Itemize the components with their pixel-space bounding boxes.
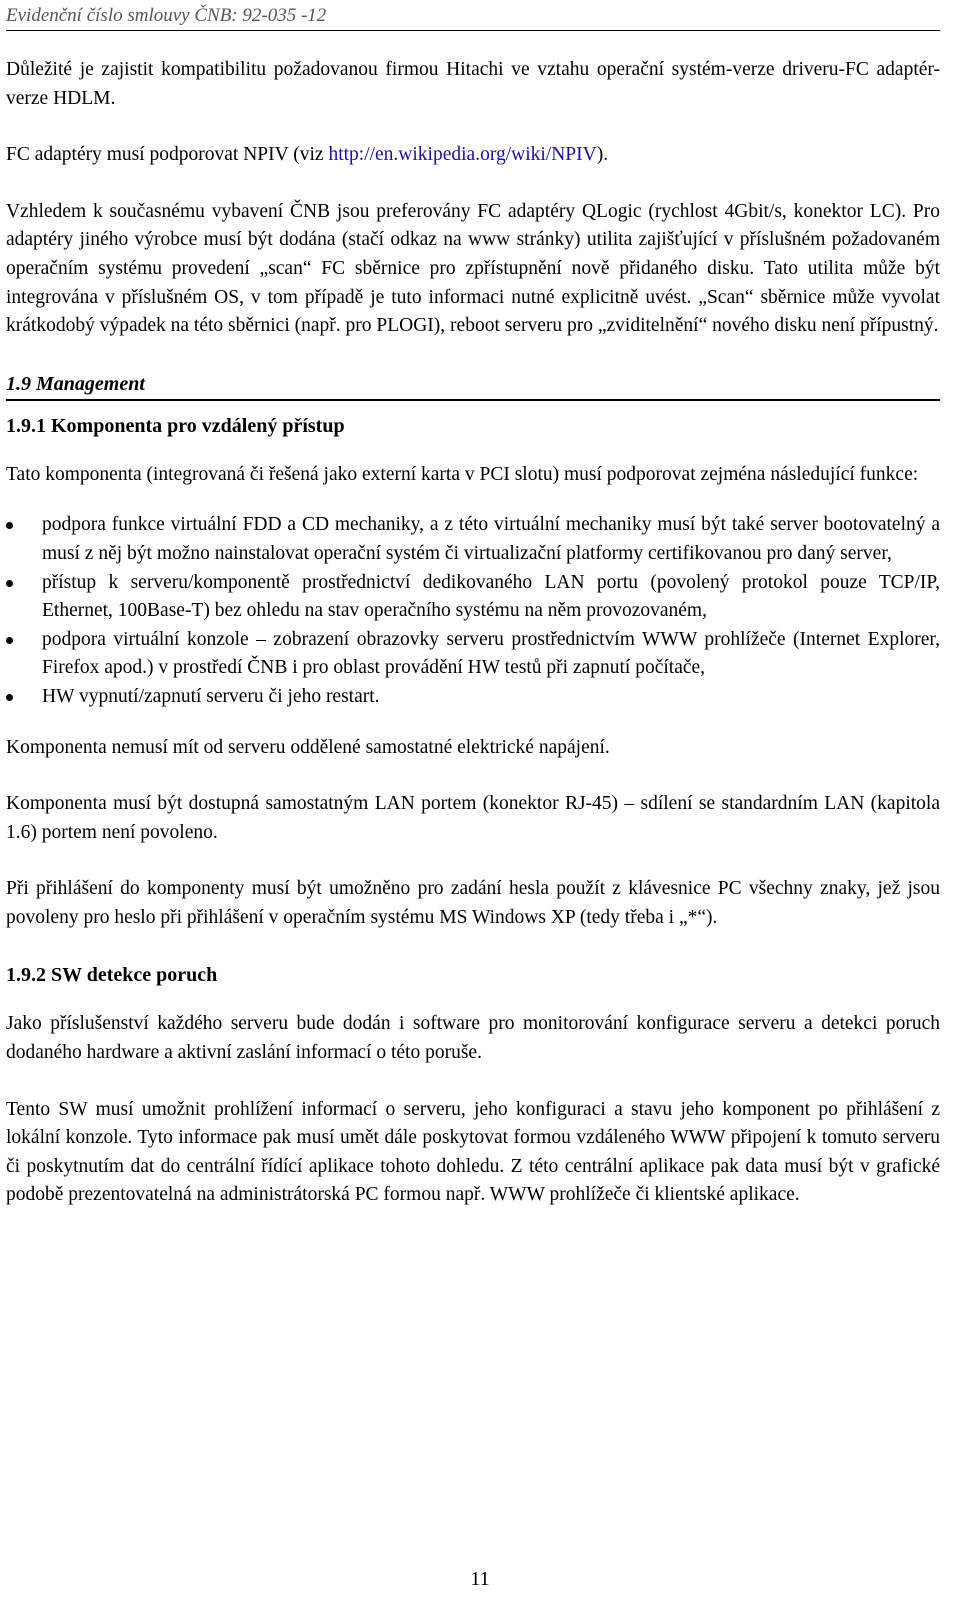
npiv-wikipedia-link[interactable]: http://en.wikipedia.org/wiki/NPIV — [328, 144, 597, 166]
page-header — [6, 4, 940, 31]
paragraph-npiv — [6, 141, 940, 170]
paragraph-remote-access-intro: Tato komponenta (integrovaná či řešená jako externí karta v PCI slotu) musí podporovat zejména následující funkce: — [6, 463, 919, 485]
list-item: podpora virtuální konzole – zobrazení obrazovky serveru prostřednictvím WWW prohlížeče (Internet Explorer, Firefox apod.) v prostředí ČNB i pro oblast provádění HW testů při zapnutí počítače, — [6, 626, 940, 683]
list-item: podpora funkce virtuální FDD a CD mechaniky, a z této virtuální mechaniky musí být také server bootovatelný a musí z něj být možno nainstalovat operační systém či virtualizační platformy certifikovanou pro daný server, — [6, 511, 940, 568]
page-number: 11 — [470, 1568, 490, 1590]
contract-number: Evidenční číslo smlouvy ČNB: 92-035 -12 — [6, 5, 327, 26]
npiv-text-after: ). — [596, 144, 609, 166]
paragraph-lan-port: Komponenta musí být dostupná samostatným LAN portem (konektor RJ-45) – sdílení se standardním LAN (kapitola 1.6) portem není povoleno. — [6, 793, 940, 843]
bullet-icon — [6, 694, 13, 701]
bullet-icon — [6, 637, 13, 644]
npiv-text-before: FC adaptéry musí podporovat NPIV (viz — [6, 144, 329, 166]
paragraph-sw-viewing: Tento SW musí umožnit prohlížení informací o serveru, jeho konfiguraci a stavu jeho komponent po přihlášení z lokální konzole. Tyto informace pak musí umět dále poskytovat formou vzdáleného WWW připojení k tomuto serveru či poskytnutím dat do centrální řídící aplikace tohoto dohledu. Z této centrální aplikace pak data musí být v grafické podobě prezentovatelná na administrátorská PC formou např. WWW prohlížeče či klientské aplikace. — [6, 1098, 940, 1206]
bullet-icon — [6, 580, 13, 587]
list-item: HW vypnutí/zapnutí serveru či jeho restart. — [6, 683, 940, 712]
page-content — [6, 56, 940, 1210]
subsection-title-sw-detection: 1.9.2 SW detekce poruch — [6, 964, 218, 987]
paragraph-fc-adapters: Vzhledem k současnému vybavení ČNB jsou preferovány FC adaptéry QLogic (rychlost 4Gbit/s, konektor LC). Pro adaptéry jiného výrobce musí být dodána (stačí odkaz na www stránky) utilita zajišťující v příslušném požadovaném operačním systému provedení „scan“ FC sběrnice pro zpřístupnění nově přidaného disku. Tato utilita může být integrována v příslušném OS, v tom případě je tuto informaci nutné explicitně uvést. „Scan“ sběrnice může vyvolat krátkodobý výpadek na této sběrnici (např. pro PLOGI), reboot serveru pro „zviditelnění“ nového disku není přípustný. — [6, 200, 940, 337]
bullet-icon — [6, 522, 13, 529]
subsection-title-remote-access: 1.9.1 Komponenta pro vzdálený přístup — [6, 414, 345, 437]
paragraph-login: Při přihlášení do komponenty musí být umožněno pro zadání hesla použít z klávesnice PC všechny znaky, jež jsou povoleny pro heslo při přihlášení v operačním systému MS Windows XP (tedy třeba i „*“). — [6, 878, 940, 928]
feature-list — [6, 511, 940, 711]
paragraph-hitachi-compatibility: Důležité je zajistit kompatibilitu požadovanou firmou Hitachi ve vztahu operační systém-verze driveru-FC adaptér-verze HDLM. — [6, 59, 940, 109]
paragraph-power-supply: Komponenta nemusí mít od serveru oddělené samostatné elektrické napájení. — [6, 736, 610, 758]
list-item: přístup k serveru/komponentě prostřednictví dedikovaného LAN portu (povolený protokol pouze TCP/IP, Ethernet, 100Base-T) bez ohledu na stav operačního systému na něm provozovaném, — [6, 569, 940, 626]
section-title-management: 1.9 Management — [6, 369, 940, 401]
paragraph-sw-monitoring: Jako příslušenství každého serveru bude dodán i software pro monitorování konfigurace serveru a detekci poruch dodaného hardware a aktivní zaslání informací o této poruše. — [6, 1013, 940, 1064]
